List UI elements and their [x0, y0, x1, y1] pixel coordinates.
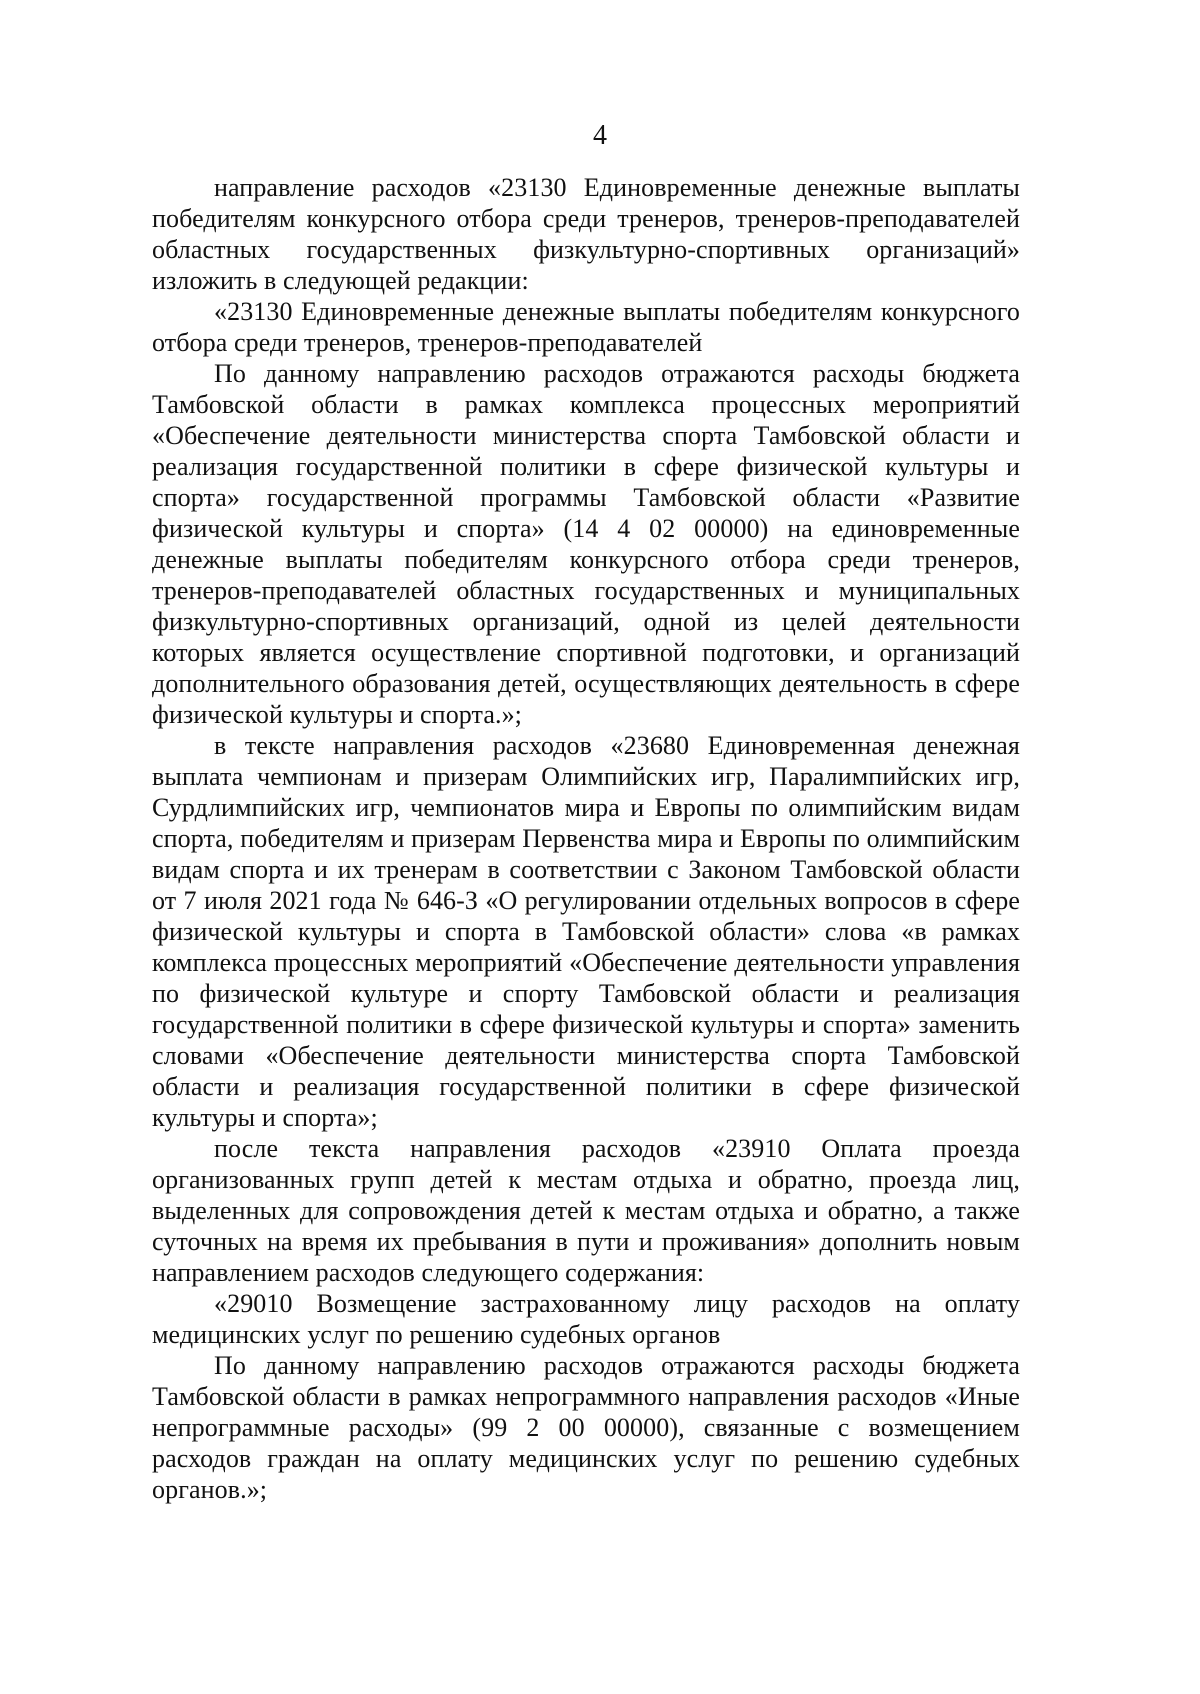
- paragraph-23130-description: По данному направлению расходов отражаются расходы бюджета Тамбовской области в рамках комплекса процессных мероприятий «Обеспечение деятельности министерства спорта Тамбовской области и реализация государственной политики в сфере физической культуры и спорта» государственной программы Тамбовской области «Развитие физической культуры и спорта» (14 4 02 00000) на единовременные денежные выплаты победителям конкурсного отбора среди тренеров, тренеров-преподавателей областных государственных и муниципальных физкультурно-спортивных организаций, одной из целей деятельности которых является осуществление спортивной подготовки, и организаций дополнительного образования детей, осуществляющих деятельность в сфере физической культуры и спорта.»;: [152, 359, 1020, 729]
- document-body: [152, 172, 1020, 1505]
- page-number: 4: [593, 120, 607, 151]
- paragraph-29010-description: По данному направлению расходов отражаются расходы бюджета Тамбовской области в рамках непрограммного направления расходов «Иные непрограммные расходы» (99 2 00 00000), связанные с возмещением расходов граждан на оплату медицинских услуг по решению судебных органов.»;: [152, 1351, 1020, 1504]
- paragraph-amend-23680: в тексте направления расходов «23680 Единовременная денежная выплата чемпионам и призерам Олимпийских игр, Паралимпийских игр, Сурдлимпийских игр, чемпионатов мира и Европы по олимпийским видам спорта, победителям и призерам Первенства мира и Европы по олимпийским видам спорта и их тренерам в соответствии с Законом Тамбовской области от 7 июля 2021 года № 646-З «О регулировании отдельных вопросов в сфере физической культуры и спорта в Тамбовской области» слова «в рамках комплекса процессных мероприятий «Обеспечение деятельности управления по физической культуре и спорту Тамбовской области и реализация государственной политики в сфере физической культуры и спорта» заменить словами «Обеспечение деятельности министерства спорта Тамбовской области и реализация государственной политики в сфере физической культуры и спорта»;: [152, 731, 1020, 1132]
- paragraph-23130-title: «23130 Единовременные денежные выплаты победителям конкурсного отбора среди тренеров, тренеров-преподавателей: [152, 297, 1020, 357]
- paragraph-29010-title: «29010 Возмещение застрахованному лицу расходов на оплату медицинских услуг по решению судебных органов: [152, 1289, 1020, 1349]
- paragraph-amend-23130: направление расходов «23130 Единовременные денежные выплаты победителям конкурсного отбора среди тренеров, тренеров-преподавателей областных государственных физкультурно-спортивных организаций» изложить в следующей редакции:: [152, 173, 1020, 295]
- paragraph-after-23910: после текста направления расходов «23910 Оплата проезда организованных групп детей к местам отдыха и обратно, проезда лиц, выделенных для сопровождения детей к местам отдыха и обратно, а также суточных на время их пребывания в пути и проживания» дополнить новым направлением расходов следующего содержания:: [152, 1134, 1020, 1287]
